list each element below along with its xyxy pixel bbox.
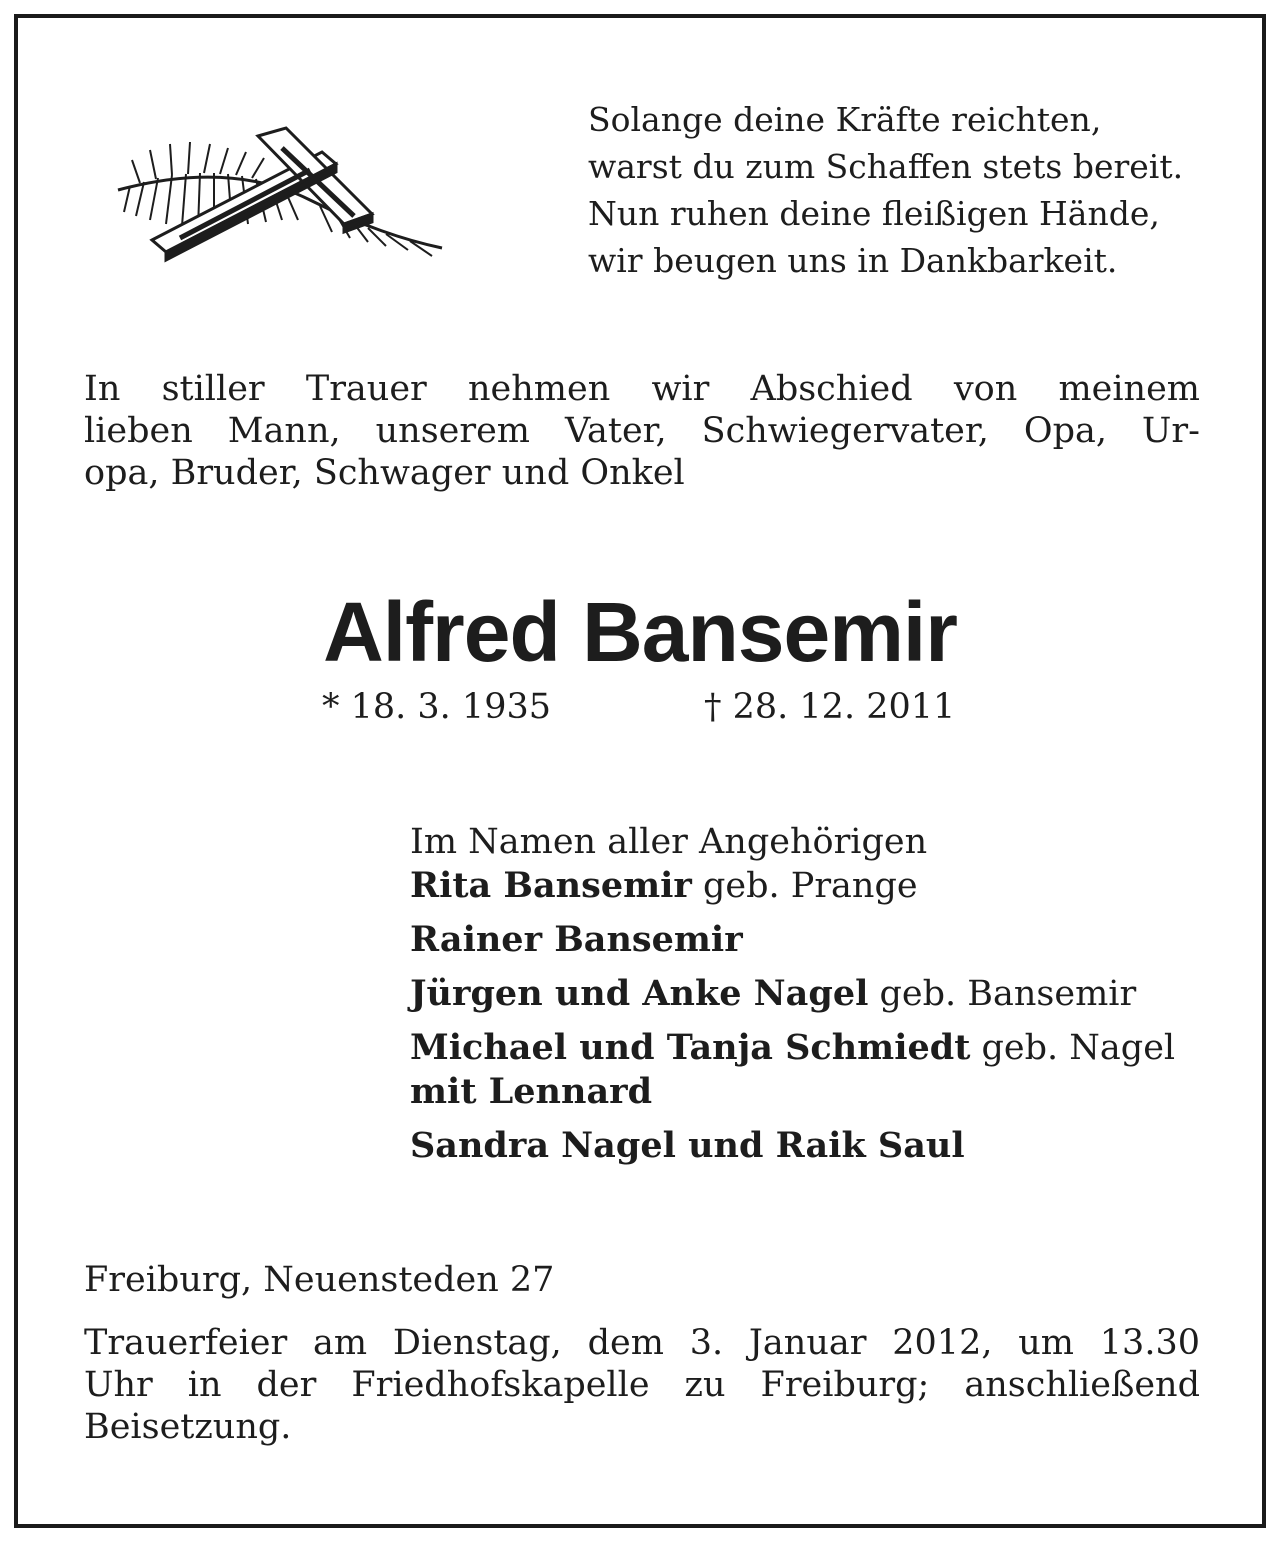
family-member-name: mit Lennard [410, 1071, 653, 1112]
family-member-note: geb. Nagel [970, 1028, 1176, 1068]
poem-line: wir beugen uns in Dankbarkeit. [588, 241, 1118, 280]
poem-line: warst du zum Schaffen stets bereit. [588, 147, 1184, 186]
cross-with-palm-branch-icon [110, 120, 450, 270]
family-member [410, 864, 1230, 908]
address: Freiburg, Neuensteden 27 [84, 1260, 555, 1300]
funeral-line: Trauerfeier am Dienstag, dem 3. Januar 2012, um 13.30 [84, 1323, 1200, 1363]
funeral-info [84, 1322, 1200, 1448]
funeral-line: Uhr in der Friedhofskapelle zu Freiburg; anschließend [84, 1365, 1200, 1405]
family-member [410, 972, 1230, 1016]
poem-line: Nun ruhen deine fleißigen Hände, [588, 194, 1160, 233]
birth-date: * 18. 3. 1935 [322, 687, 552, 727]
family-member-note: geb. Bansemir [868, 974, 1137, 1014]
family-list [410, 820, 1230, 1168]
family-member-note: geb. Prange [691, 866, 918, 906]
family-member [410, 918, 1230, 962]
family-member-name: Rita Bansemir [410, 865, 692, 906]
funeral-line: Beisetzung. [84, 1407, 292, 1447]
intro-text [84, 368, 1200, 494]
death-date: † 28. 12. 2011 [704, 687, 956, 727]
deceased-name: Alfred Bansemir [323, 585, 957, 679]
intro-line: In stiller Trauer nehmen wir Abschied von meinem [84, 369, 1200, 409]
poem-line: Solange deine Kräfte reichten, [588, 100, 1102, 139]
family-intro: Im Namen aller Angehörigen [410, 822, 928, 862]
intro-line: lieben Mann, unserem Vater, Schwiegervater, Opa, Ur- [84, 411, 1200, 451]
poem [588, 96, 1228, 284]
family-member-name: Michael und Tanja Schmiedt [410, 1027, 971, 1068]
family-member [410, 1124, 1230, 1168]
family-member-name: Jürgen und Anke Nagel [410, 973, 869, 1014]
family-member-continuation [410, 1070, 1230, 1114]
intro-line: opa, Bruder, Schwager und Onkel [84, 453, 685, 493]
family-member-name: Rainer Bansemir [410, 919, 743, 960]
family-member [410, 1026, 1230, 1070]
family-member-name: Sandra Nagel und Raik Saul [410, 1125, 965, 1166]
